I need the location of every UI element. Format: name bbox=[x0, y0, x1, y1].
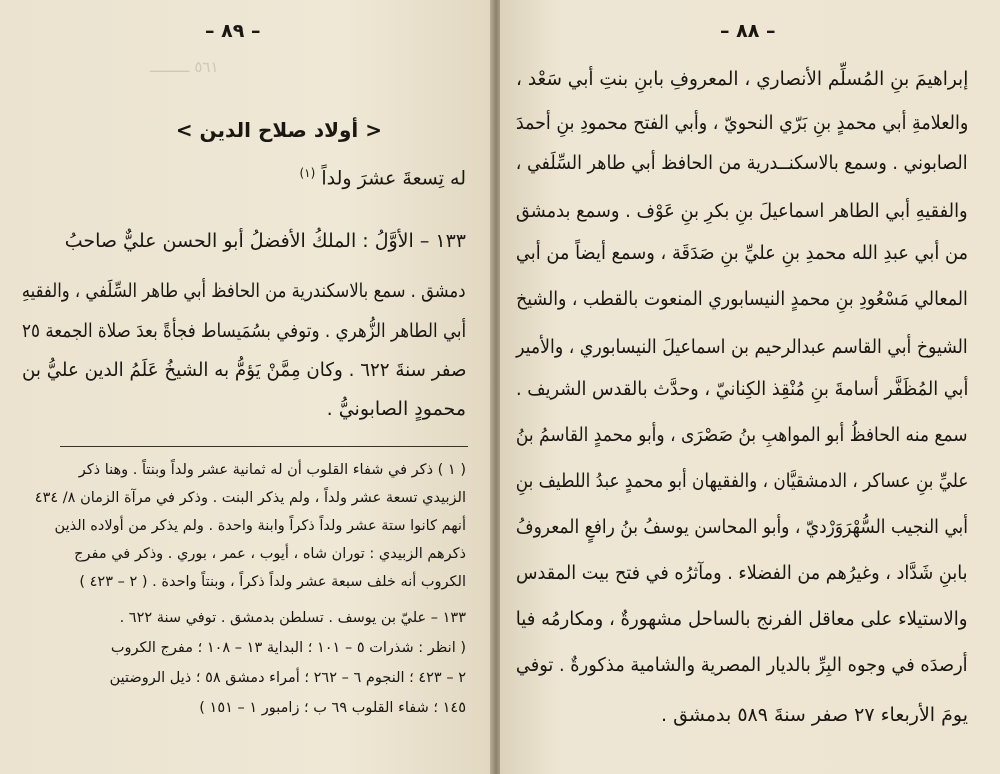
body-line: أرصدَه في وجوه البِرِّ بالديار المصرية والشامية مذكورةٌ . توفي bbox=[516, 654, 968, 676]
body-line: أبي المُظَفَّر أسامةَ بنِ مُنْقِذ الكِنانيّ ، وحدَّث بالقدس الشريف . bbox=[515, 378, 968, 400]
footnote-line: ( ١ ) ذكر في شفاء القلوب أن له ثمانية عشر ولداً وبنتاً . وهنا ذكر bbox=[78, 462, 466, 478]
left-page bbox=[0, 0, 492, 774]
body-line: صفر سنةَ ٦٢٢ . وكان مِمَّنْ يَؤمُّ به الشيخُ عَلَمُ الدين عليُّ بن bbox=[21, 359, 466, 381]
body-line: ١٣٣ – الأوَّلُ : الملكُ الأفضلُ أبو الحسن عليٌّ صاحبُ bbox=[64, 230, 466, 252]
footnote-line: ١٤٥ ؛ شفاء القلوب ٦٩ ب ؛ زامبور ١ – ١٥١ ) bbox=[199, 700, 466, 716]
body-line: والعلامةِ أبي محمدٍ بنِ بَرّي النحويّ ، وأبي الفتح محمودِ بنِ أحمدَ bbox=[515, 112, 968, 134]
footnote-marker: (١) bbox=[299, 166, 316, 180]
body-line: الشيوخ أبي القاسم عبدالرحيم بن اسماعيلَ النيسابوري ، والأمير bbox=[516, 336, 968, 358]
body-line: والفقيهِ أبي الطاهر اسماعيلَ بنِ بكرِ بنِ عَوْف . وسمع بدمشق bbox=[516, 200, 968, 222]
footnote-line: أنهم كانوا ستة عشر ولداً ذكراً وابنة واحدة . ولم يذكر من أولاده الذين bbox=[54, 518, 466, 534]
body-line: أبي النجيب السُّهْرَوَرْديّ ، وأبو المحاسن يوسفُ بنُ رافعٍ المعروفُ bbox=[515, 516, 968, 538]
footnote-line: ٢ – ٤٢٣ ؛ النجوم ٦ – ٢٦٢ ؛ أمراء دمشق ٥٨ ؛ ذيل الروضتين bbox=[109, 670, 466, 686]
section-heading: < أولاد صلاح الدين > bbox=[175, 118, 382, 142]
body-line: عليِّ بنِ عساكر ، الدمشقيَّان ، والفقيهان أبو محمدٍ عبدُ اللطيف بنِ bbox=[515, 470, 968, 492]
body-line: يومَ الأربعاء ٢٧ صفر سنةَ ٥٨٩ بدمشق . bbox=[660, 704, 968, 726]
subheading bbox=[299, 166, 466, 189]
body-line: والاستيلاء على معاقل الفرنج بالساحل مشهورةٌ ، ومكارمُه فيا bbox=[516, 608, 968, 630]
page-number: – ٨٩ – bbox=[205, 20, 261, 42]
footnote-line: ١٣٣ – عليّ بن يوسف . تسلطن بدمشق . توفي سنة ٦٢٢ . bbox=[119, 610, 466, 626]
footnote-line: ( انظر : شذرات ٥ – ١٠١ ؛ البداية ١٣ – ١٠٨ ؛ مفرج الكروب bbox=[110, 640, 466, 656]
body-line: إبراهيمَ بنِ المُسلِّم الأنصاري ، المعروفِ بابنِ بنتِ أبي سَعْد ، bbox=[515, 68, 968, 90]
body-line: دمشق . سمع بالاسكندرية من الحافظ أبي طاهر السِّلَفي ، والفقيهِ bbox=[22, 280, 466, 302]
page-number: – ٨٨ – bbox=[720, 20, 776, 42]
footnote-divider bbox=[60, 446, 468, 447]
body-line: المعالي مَسْعُودِ بنِ محمدٍ النيسابوري المنعوت بالقطب ، والشيخ bbox=[516, 288, 968, 310]
footnote-line: ذكرهم الزبيدي : توران شاه ، أيوب ، عمر ، بوري . وذكر في مفرج bbox=[74, 546, 466, 562]
footnote-line: الزبيدي تسعة عشر ولداً ، ولم يذكر البنت . وذكر في مرآة الزمان ٨/ ٤٣٤ bbox=[34, 490, 466, 506]
body-line: من أبي عبدِ الله محمدِ بنِ عليِّ بنِ صَدَقَة ، وسمع أيضاً من أبي bbox=[515, 242, 968, 264]
right-page bbox=[500, 0, 1000, 774]
body-line: بابنِ شَدَّاد ، وغيرُهم من الفضلاء . ومآثرُه في فتح بيت المقدس bbox=[516, 562, 968, 584]
body-line: أبي الطاهر الزُّهري . وتوفي بسُمَيساط فجأةً بعدَ صلاة الجمعة ٢٥ bbox=[21, 320, 466, 342]
body-line: الصابوني . وسمع بالاسكنــدرية من الحافظ أبي طاهر السِّلَفي ، bbox=[516, 152, 968, 174]
footnote-line: الكروب أنه خلف سبعة عشر ولداً ذكراً ، وبنتاً واحدة . ( ٢ – ٤٢٣ ) bbox=[79, 574, 466, 590]
body-line: سمع منه الحافظُ أبو المواهبِ بنُ صَصْرَى ، وأبو محمدٍ القاسمُ بنُ bbox=[516, 424, 968, 446]
show-through-text: ٥٦١ ـــــــــ bbox=[150, 58, 219, 76]
subheading-text: له تِسعةَ عشرَ ولداً bbox=[321, 167, 466, 190]
body-line: محمودٍ الصابونيُّ . bbox=[326, 398, 466, 420]
